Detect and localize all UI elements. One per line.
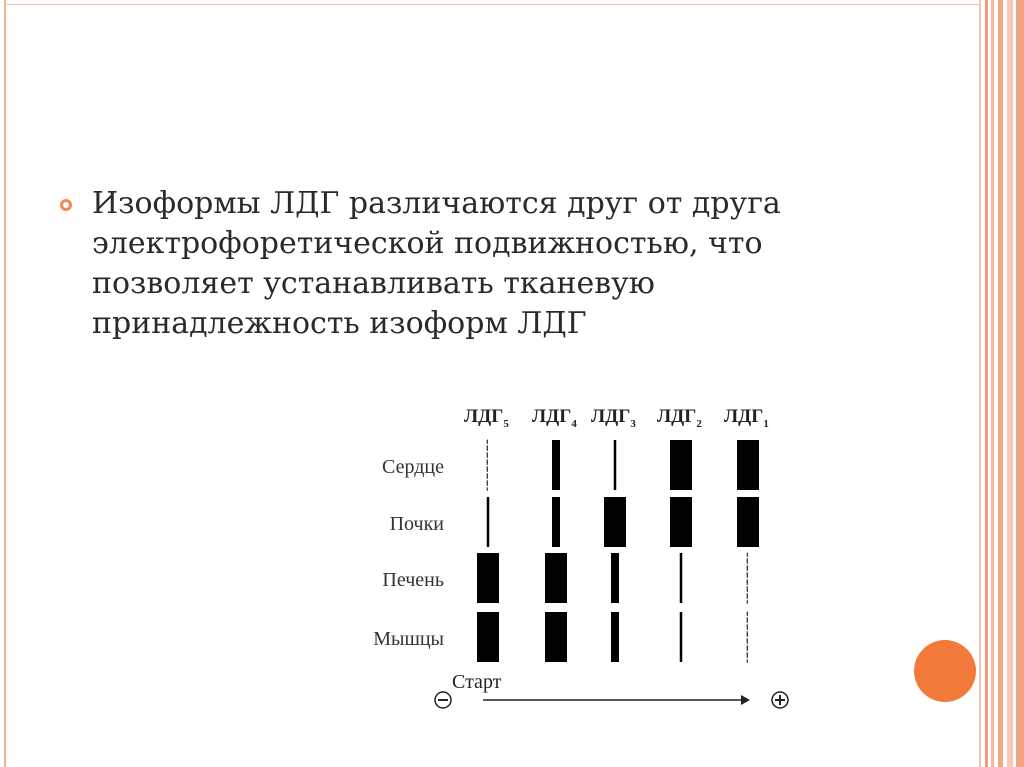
- band-medium: [552, 440, 560, 490]
- band-thick: [670, 497, 692, 547]
- slide-frame-left: [4, 0, 6, 767]
- column-subscript: 2: [696, 418, 702, 430]
- arrow-head: [741, 695, 750, 705]
- slide-frame-top: [4, 4, 979, 5]
- column-subscript: 5: [503, 418, 509, 430]
- column-header: $ЛДГ_2$: [657, 406, 702, 430]
- text-line: принадлежность изоформ ЛДГ: [92, 306, 587, 341]
- stripe: [1016, 0, 1024, 767]
- bullet-icon: [60, 199, 72, 211]
- band-medium: [611, 553, 619, 603]
- stripe: [998, 0, 1003, 767]
- band-thick: [477, 612, 499, 662]
- column-subscript: 1: [763, 418, 769, 430]
- band-thick: [737, 497, 759, 547]
- band-thick: [604, 497, 626, 547]
- stripe: [979, 0, 981, 767]
- slide-text: [92, 184, 852, 344]
- row-label: Сердце: [382, 456, 444, 478]
- band-thin: [680, 553, 683, 603]
- electrophoresis-diagram: [340, 390, 800, 720]
- band-thick: [545, 553, 567, 603]
- band-thin: [614, 440, 617, 490]
- band-thick: [670, 440, 692, 490]
- row-label: Печень: [382, 569, 444, 591]
- band-thick: [545, 612, 567, 662]
- text-line: позволяет устанавливать тканевую: [92, 266, 655, 301]
- band-thin: [680, 612, 683, 662]
- band-medium: [611, 612, 619, 662]
- band-medium: [552, 497, 560, 547]
- band-thick: [737, 440, 759, 490]
- stripe: [991, 0, 994, 767]
- column-subscript: 4: [571, 418, 577, 430]
- column-header: $ЛДГ_4$: [532, 406, 577, 430]
- column-header: $ЛДГ_1$: [724, 406, 769, 430]
- band-thin: [487, 497, 490, 547]
- column-subscript: 3: [630, 418, 636, 430]
- column-header: $ЛДГ_3$: [591, 406, 636, 430]
- decorative-stripes: [979, 0, 1024, 767]
- start-label: Старт: [452, 671, 502, 693]
- row-label: Мышцы: [373, 628, 444, 650]
- text-line: Изоформы ЛДГ различаются друг от друга: [92, 186, 781, 221]
- band-thick: [477, 553, 499, 603]
- decorative-circle: [914, 640, 976, 702]
- text-line: электрофоретической подвижностью, что: [92, 226, 763, 261]
- column-header: $ЛДГ_5$: [464, 406, 509, 430]
- row-label: Почки: [389, 513, 444, 535]
- stripe: [1007, 0, 1013, 767]
- stripe: [985, 0, 988, 767]
